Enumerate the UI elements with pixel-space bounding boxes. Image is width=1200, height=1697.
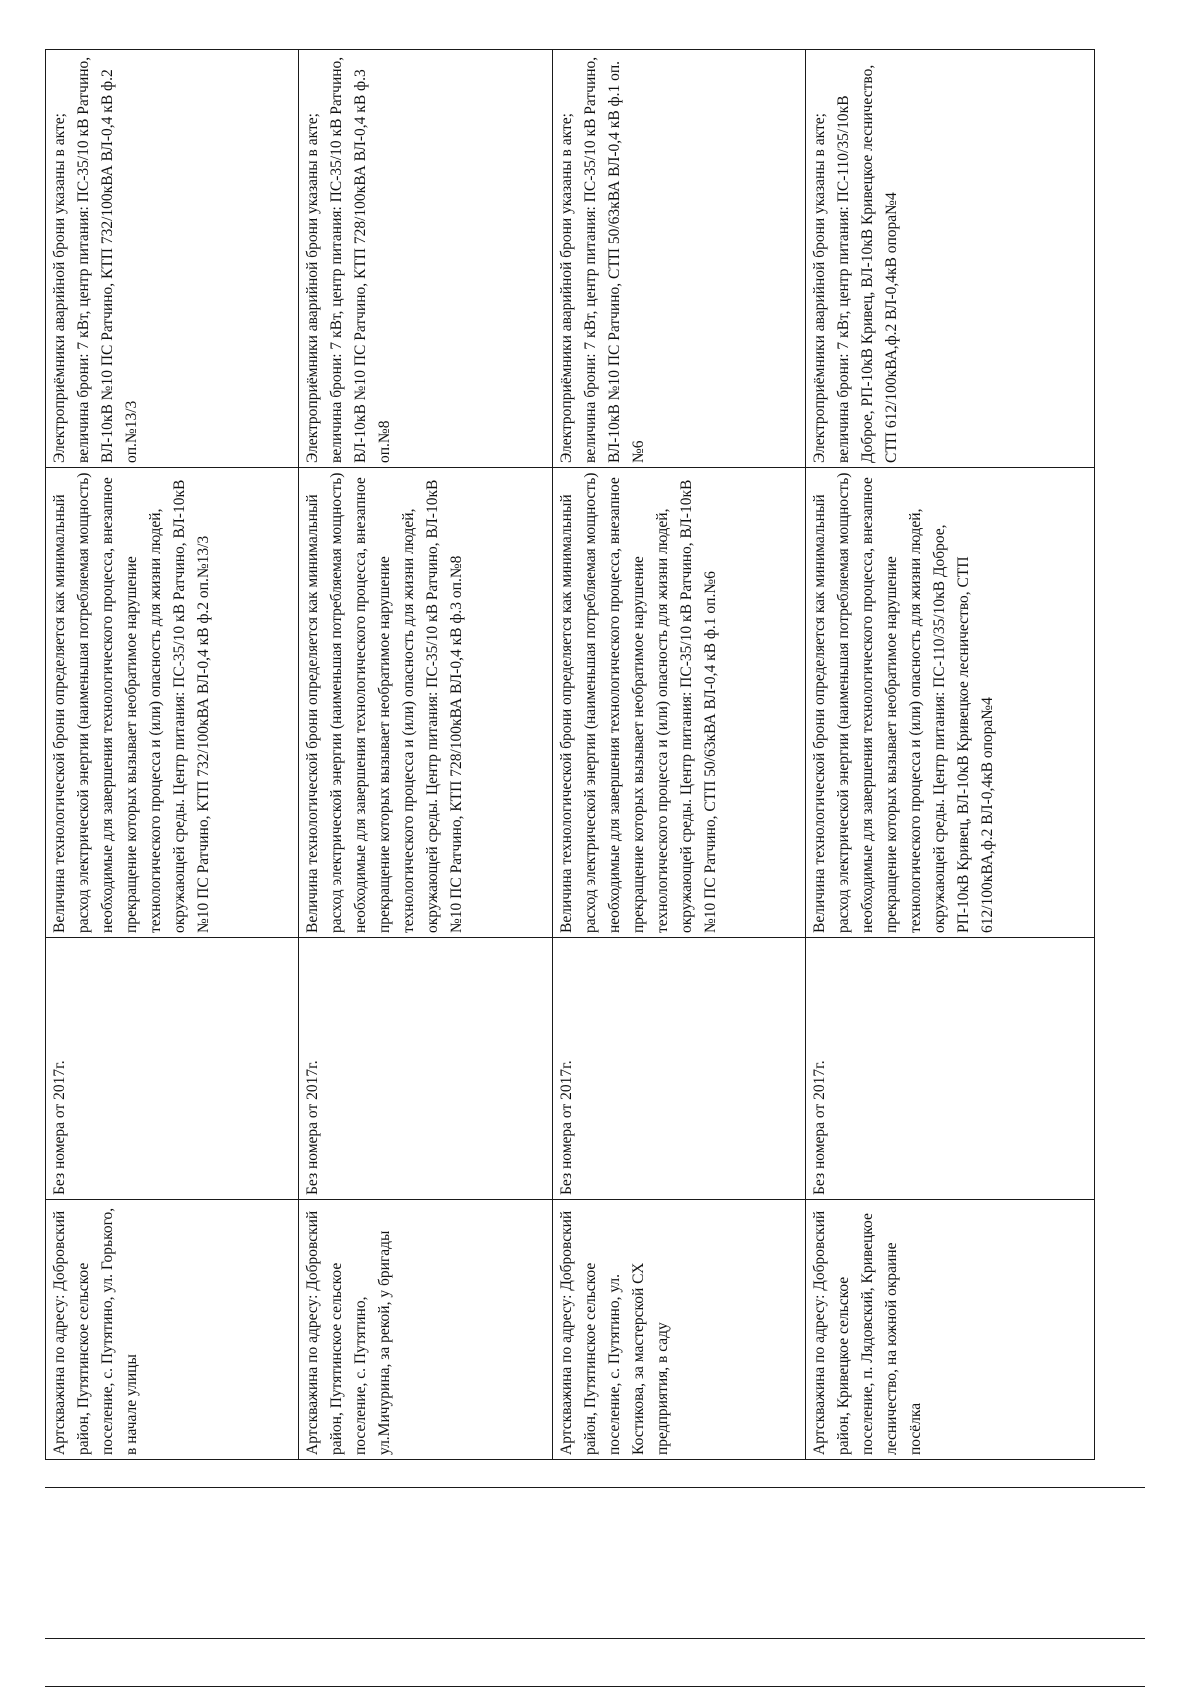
divider-line (45, 1638, 1145, 1639)
document-cell: Без номера от 2017г. (806, 938, 1095, 1200)
rotated-table-wrapper (45, 50, 1095, 1460)
reserve-table (45, 49, 1095, 1460)
tech-reserve-cell: Величина технологической брони определяется как минимальный расход электрической энергии (наименьшая потребляемая мощность) необходимые для завершения технологического процесса, внезапное прекращение которых вызывает необратимое нарушение технологического процесса и (или) опасность для жизни людей, окружающей среды. Центр питания: ПС-35/10 кВ Ратчино, ВЛ-10кВ №10 ПС Ратчино, КТП 732/100кВА ВЛ-0,4 кВ ф.2 оп.№13/3 (46, 468, 299, 938)
divider-line (45, 1487, 1145, 1488)
table-row (552, 50, 805, 1460)
tech-reserve-cell: Величина технологической брони определяется как минимальный расход электрической энергии (наименьшая потребляемая мощность) необходимые для завершения технологического процесса, внезапное прекращение которых вызывает необратимое нарушение технологического процесса и (или) опасность для жизни людей, окружающей среды. Центр питания: ПС-110/35/10кВ Доброе, РП-10кВ Кривец, ВЛ-10кВ Кривецкое лесничество, СТП 612/100кВА,ф.2 ВЛ-0,4кВ опора№4 (806, 468, 1095, 938)
document-cell: Без номера от 2017г. (299, 938, 552, 1200)
emergency-reserve-cell: Электроприёмники аварийной брони указаны в акте; величина брони: 7 кВт, центр питания: ПС-35/10 кВ Ратчино, ВЛ-10кВ №10 ПС Ратчино, КТП 728/100кВА ВЛ-0,4 кВ ф.3 оп.№8 (299, 50, 552, 468)
address-cell: Артскважина по адресу: Добровский район, Путятинское сельское поселение, с. Путятино, ул. Костикова, за мастерской СХ предприятия, в саду (552, 1200, 805, 1460)
document-cell: Без номера от 2017г. (46, 938, 299, 1200)
table-row (46, 50, 299, 1460)
emergency-reserve-cell: Электроприёмники аварийной брони указаны в акте; величина брони: 7 кВт, центр питания: ПС-35/10 кВ Ратчино, ВЛ-10кВ №10 ПС Ратчино, СТП 50/63кВА ВЛ-0,4 кВ ф.1 оп.№6 (552, 50, 805, 468)
table-row (299, 50, 552, 1460)
address-cell: Артскважина по адресу: Добровский район, Путятинское сельское поселение, с. Путятино, ул. Горького, в начале улицы (46, 1200, 299, 1460)
address-cell: Артскважина по адресу: Добровский район, Путятинское сельское поселение, с. Путятино, ул.Мичурина, за рекой, у бригады (299, 1200, 552, 1460)
emergency-reserve-cell: Электроприёмники аварийной брони указаны в акте; величина брони: 7 кВт, центр питания: ПС-110/35/10кВ Доброе, РП-10кВ Кривец, ВЛ-10кВ Кривецкое лесничество, СТП 612/100кВА,ф.2 ВЛ-0,4кВ опора№4 (806, 50, 1095, 468)
table-row (806, 50, 1095, 1460)
address-cell: Артскважина по адресу: Добровский район, Кривецкое сельское поселение, п. Лядовский, Кривецкое лесничество, на южной окраине посёлка (806, 1200, 1095, 1460)
divider-line (45, 1686, 1145, 1687)
document-cell: Без номера от 2017г. (552, 938, 805, 1200)
tech-reserve-cell: Величина технологической брони определяется как минимальный расход электрической энергии (наименьшая потребляемая мощность) необходимые для завершения технологического процесса, внезапное прекращение которых вызывает необратимое нарушение технологического процесса и (или) опасность для жизни людей, окружающей среды. Центр питания: ПС-35/10 кВ Ратчино, ВЛ-10кВ №10 ПС Ратчино, КТП 728/100кВА ВЛ-0,4 кВ ф.3 оп.№8 (299, 468, 552, 938)
tech-reserve-cell: Величина технологической брони определяется как минимальный расход электрической энергии (наименьшая потребляемая мощность) необходимые для завершения технологического процесса, внезапное прекращение которых вызывает необратимое нарушение технологического процесса и (или) опасность для жизни людей, окружающей среды. Центр питания: ПС-35/10 кВ Ратчино, ВЛ-10кВ №10 ПС Ратчино, СТП 50/63кВА ВЛ-0,4 кВ ф.1 оп.№6 (552, 468, 805, 938)
emergency-reserve-cell: Электроприёмники аварийной брони указаны в акте; величина брони: 7 кВт, центр питания: ПС-35/10 кВ Ратчино, ВЛ-10кВ №10 ПС Ратчино, КТП 732/100кВА ВЛ-0,4 кВ ф.2 оп.№13/3 (46, 50, 299, 468)
